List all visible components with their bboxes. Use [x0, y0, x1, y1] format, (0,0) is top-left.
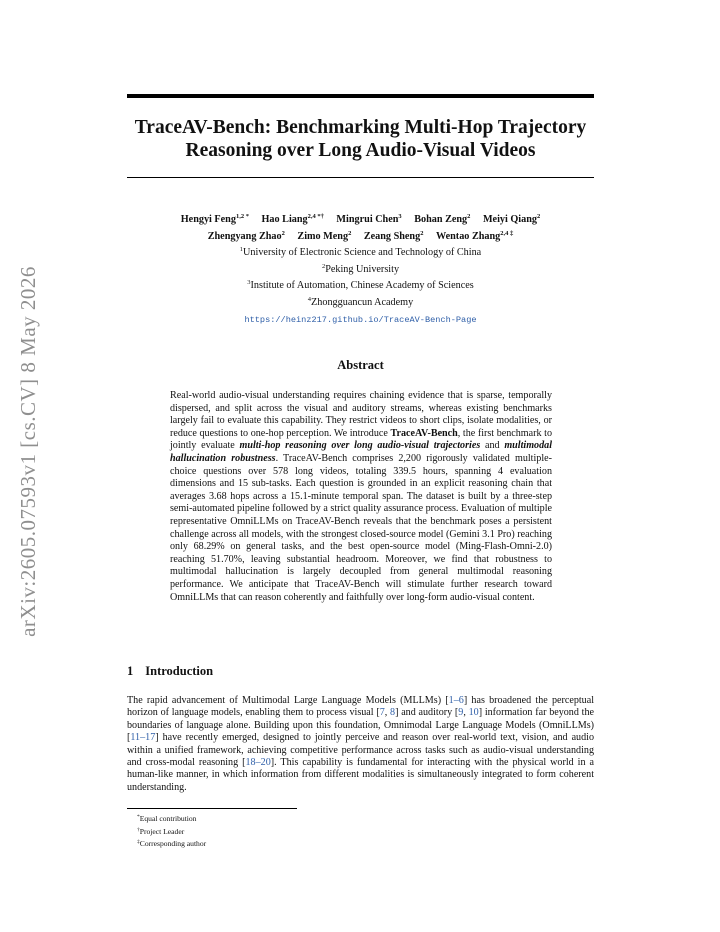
section-number: 1 [127, 664, 134, 678]
author: Mingrui Chen$^3$ [336, 213, 402, 225]
paper-title-line-2: Reasoning over Long Audio-Visual Videos [185, 140, 536, 161]
citation-link[interactable]: 1–6 [448, 695, 464, 706]
author: Zimo Meng$^2$ [297, 229, 352, 242]
author-line-1 [117, 210, 604, 227]
author-line-2 [117, 227, 604, 244]
citation-link[interactable]: 7 [379, 707, 385, 719]
footnote-rule [127, 808, 297, 809]
author: Wentao Zhang$^{2,4 \ddagger}$ [436, 229, 514, 242]
abstract-heading: Abstract [337, 358, 384, 372]
author: Bohan Zeng$^2$ [414, 213, 471, 225]
benchmark-name: TraceAV-Bench [390, 427, 458, 439]
emphasis-hallucination: multimodal hallucination robustness [170, 440, 553, 464]
introduction-paragraph: The rapid advancement of Multimodal Large Language Models (MLLMs) [1–6] has broadened the perceptual horizon of language models, enabling them to process visual [7, 8] and auditory [9, 10] information far beyond the boundaries of language alone. Building upon this foundation, Omnimodal Large Language Models (OmniLLMs) [11–17] have recently emerged, designed to jointly perceive and reason over real-world text, vision, and audio within a unified framework, achieving competitive performance across tasks such as audio-visual understanding and cross-modal reasoning [18–20]. This capability is fundamental for interacting with the physical world in a human-like manner, in which information from different modalities is simultaneously integrated to form coherent understanding. [127, 695, 595, 793]
author-block [117, 210, 604, 309]
affiliation: $^4$Zhongguancun Academy [307, 295, 414, 308]
paper-title-line-1: TraceAV-Bench: Benchmarking Multi-Hop Trajectory [134, 117, 587, 138]
citation-link[interactable]: 9 [458, 707, 464, 719]
affiliation: $^1$University of Electronic Science and Technology of China [239, 246, 482, 258]
citation-link[interactable]: 10 [468, 707, 479, 719]
author: Zhengyang Zhao$^2$ [207, 229, 285, 242]
author: Zeang Sheng$^2$ [363, 229, 424, 242]
abstract-text: Real-world audio-visual understanding requires chaining evidence that is sparse, temporally dispersed, and split across the visual and auditory streams, whereas existing benchmarks largely fail to evaluate this capability. They restrict videos to short clips, isolate modalities, or reduce questions to one-hop perception. We introduce TraceAV-Bench, the first benchmark to jointly evaluate multi-hop reasoning over long audio-visual trajectories and multimodal hallucination robustness. TraceAV-Bench comprises 2,200 rigorously validated multiple-choice questions over 578 long videos, totaling 339.5 hours, spanning 4 evaluation dimensions and 15 sub-tasks. Each question is grounded in an explicit reasoning chain that averages 3.68 hops across a 15.1-minute temporal span. The dataset is built by a three-step semi-automated pipeline followed by a strict quality assurance process. Evaluation of multiple representative OmniLLMs on TraceAV-Bench reveals that the benchmark poses a persistent challenge across all models, with the strongest closed-source model (Gemini 3.1 Pro) reaching only 68.29% on general tasks, and the best open-source model (Ming-Flash-Omni-2.0) reaching 51.70%, leaving substantial headroom. Moreover, we find that robustness to multimodal hallucination is largely decoupled from general multimodal reasoning performance. We anticipate that TraceAV-Bench will stimulate further research toward OmniLLMs that can reason coherently and faithfully over long-form audio-visual content. [170, 390, 553, 603]
author: Meiyi Qiang$^2$ [482, 213, 541, 225]
section-title: Introduction [145, 664, 214, 678]
footnotes [137, 812, 437, 850]
author: Hao Liang$^{2,4 *\dagger}$ [261, 213, 324, 225]
project-page-link[interactable]: https://heinz217.github.io/TraceAV-Bench-Page [244, 315, 477, 325]
introduction-heading [127, 664, 597, 679]
citation-link[interactable]: 8 [390, 707, 396, 719]
emphasis-multi-hop: multi-hop reasoning over long audio-visual trajectories [239, 440, 481, 452]
title-top-rule [127, 94, 594, 98]
arxiv-id-text: arXiv:2605.07593v1 [cs.CV] 8 May 2026 [15, 265, 40, 637]
footnote: ‡Corresponding author [137, 839, 207, 849]
footnote: †Project Leader [137, 826, 185, 836]
citation-link[interactable]: 11–17 [130, 732, 156, 744]
arxiv-sidebar-stamp [6, 258, 50, 644]
citation-link[interactable]: 18–20 [245, 757, 271, 769]
paper-title [117, 116, 604, 162]
title-bottom-rule [127, 177, 594, 178]
author: Hengyi Feng$^{1,2 *}$ [180, 213, 249, 225]
affiliation: $^2$Peking University [321, 262, 400, 275]
footnote: *Equal contribution [137, 814, 197, 823]
affiliation: $^3$Institute of Automation, Chinese Academy of Sciences [247, 279, 474, 291]
